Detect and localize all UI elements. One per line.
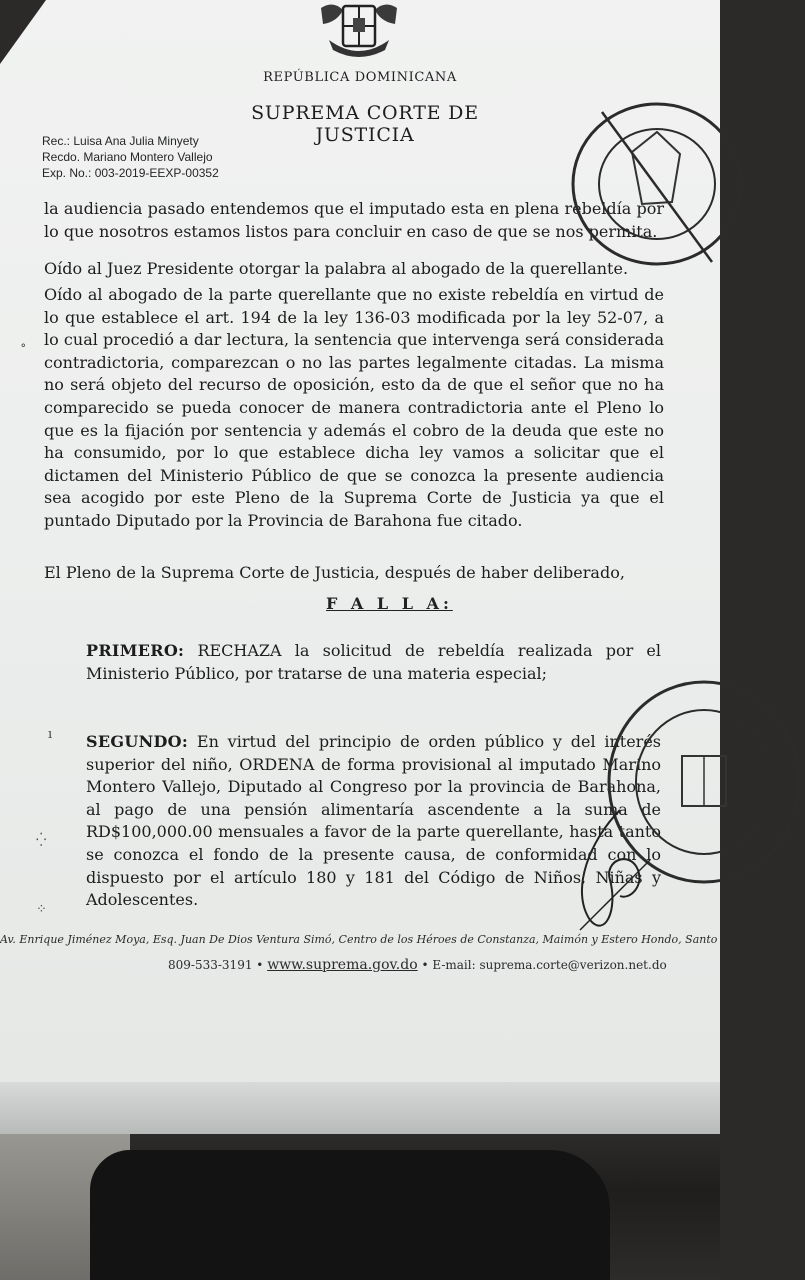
footer-email[interactable]: E-mail: suprema.corte@verizon.net.do xyxy=(432,958,667,972)
reference-exp: Exp. No.: 003-2019-EEXP-00352 xyxy=(42,166,219,180)
handwritten-signature xyxy=(560,800,670,940)
paragraph-rebeldia: la audiencia pasado entendemos que el imputado esta en plena rebeldía por lo que nosotros estamos listos para concluir en caso de que se nos permita. xyxy=(44,199,664,241)
reference-recdo: Recdo. Mariano Montero Vallejo xyxy=(42,150,213,164)
reference-rec: Rec.: Luisa Ana Julia Minyety xyxy=(42,134,199,148)
background-shadow xyxy=(90,1150,610,1280)
page-corner-fold xyxy=(0,0,46,64)
primero-text: RECHAZA la solicitud de rebeldía realizada por el Ministerio Público, por tratarse de una materia especial; xyxy=(86,641,661,683)
alguacil-stamp-icon xyxy=(562,92,732,272)
page-underside xyxy=(0,1082,720,1134)
paragraph-abogado: Oído al abogado de la parte querellante que no existe rebeldía en virtud de lo que establece el art. 194 de la ley 136-03 modificada por la ley 52-07, a lo cual procedió a dar lectura, la sentencia que intervenga será considerada contradictoria, comparezcan o no las partes legalmente citadas. La misma no será objeto del recurso de oposición, esto da de que el señor que no ha comparecido se pueda conocer de manera contradictoria ante el Pleno lo que es la fijación por sentencia y además el cobro de la deuda que este no ha consumido, por lo que establece dicha ley vamos a solicitar que el dictamen del Ministerio Público de que se conozca la presente audiencia sea acogido por este Pleno de la Suprema Corte de Justicia ya que el puntado Diputado por la Provincia de Barahona fue citado. xyxy=(44,285,664,530)
footer-contact xyxy=(168,957,667,973)
country-heading: REPÚBLICA DOMINICANA xyxy=(263,70,457,85)
segundo-text: En virtud del principio de orden público y del interés superior del niño, ORDENA de forma provisional al imputado Marino Montero Vallejo, Diputado al Congreso por la provincia de Barahona, al pago de una pensión alimentaría ascendente a la suma de RD$100,000.00 mensuales a favor de la parte querellante, hasta tanto se conozca el fondo de la presente causa, de conformidad con lo dispuesto por el artículo 180 y 181 del Código de Niños, Niñas y Adolescentes. xyxy=(86,732,661,910)
footer-website-link[interactable]: www.suprema.gov.do xyxy=(267,957,418,973)
resolution-primero xyxy=(86,640,661,685)
margin-mark: ⁘ xyxy=(36,902,47,917)
footer-separator: • xyxy=(252,958,268,972)
footer-phone: 809-533-3191 xyxy=(168,958,253,972)
fallo-heading: F A L L A: xyxy=(326,594,453,613)
court-heading: SUPREMA CORTE DE JUSTICIA xyxy=(251,102,479,146)
footer-separator: • xyxy=(417,958,433,972)
margin-mark: ⁛ xyxy=(36,833,47,848)
primero-label: PRIMERO: xyxy=(86,641,185,660)
paragraph-juez: Oído al Juez Presidente otorgar la palabra al abogado de la querellante. xyxy=(44,259,629,278)
margin-mark: ı xyxy=(48,727,53,742)
margin-mark: ˳ xyxy=(20,333,27,348)
paragraph-pleno: El Pleno de la Suprema Corte de Justicia, después de haber deliberado, xyxy=(44,563,625,582)
segundo-label: SEGUNDO: xyxy=(86,732,189,751)
coat-of-arms-icon xyxy=(313,0,405,60)
footer-address: Av. Enrique Jiménez Moya, Esq. Juan De Dios Ventura Simó, Centro de los Héroes de Constanza, Maimón y Estero Hondo, Santo Domingo, R. D. xyxy=(0,933,805,946)
